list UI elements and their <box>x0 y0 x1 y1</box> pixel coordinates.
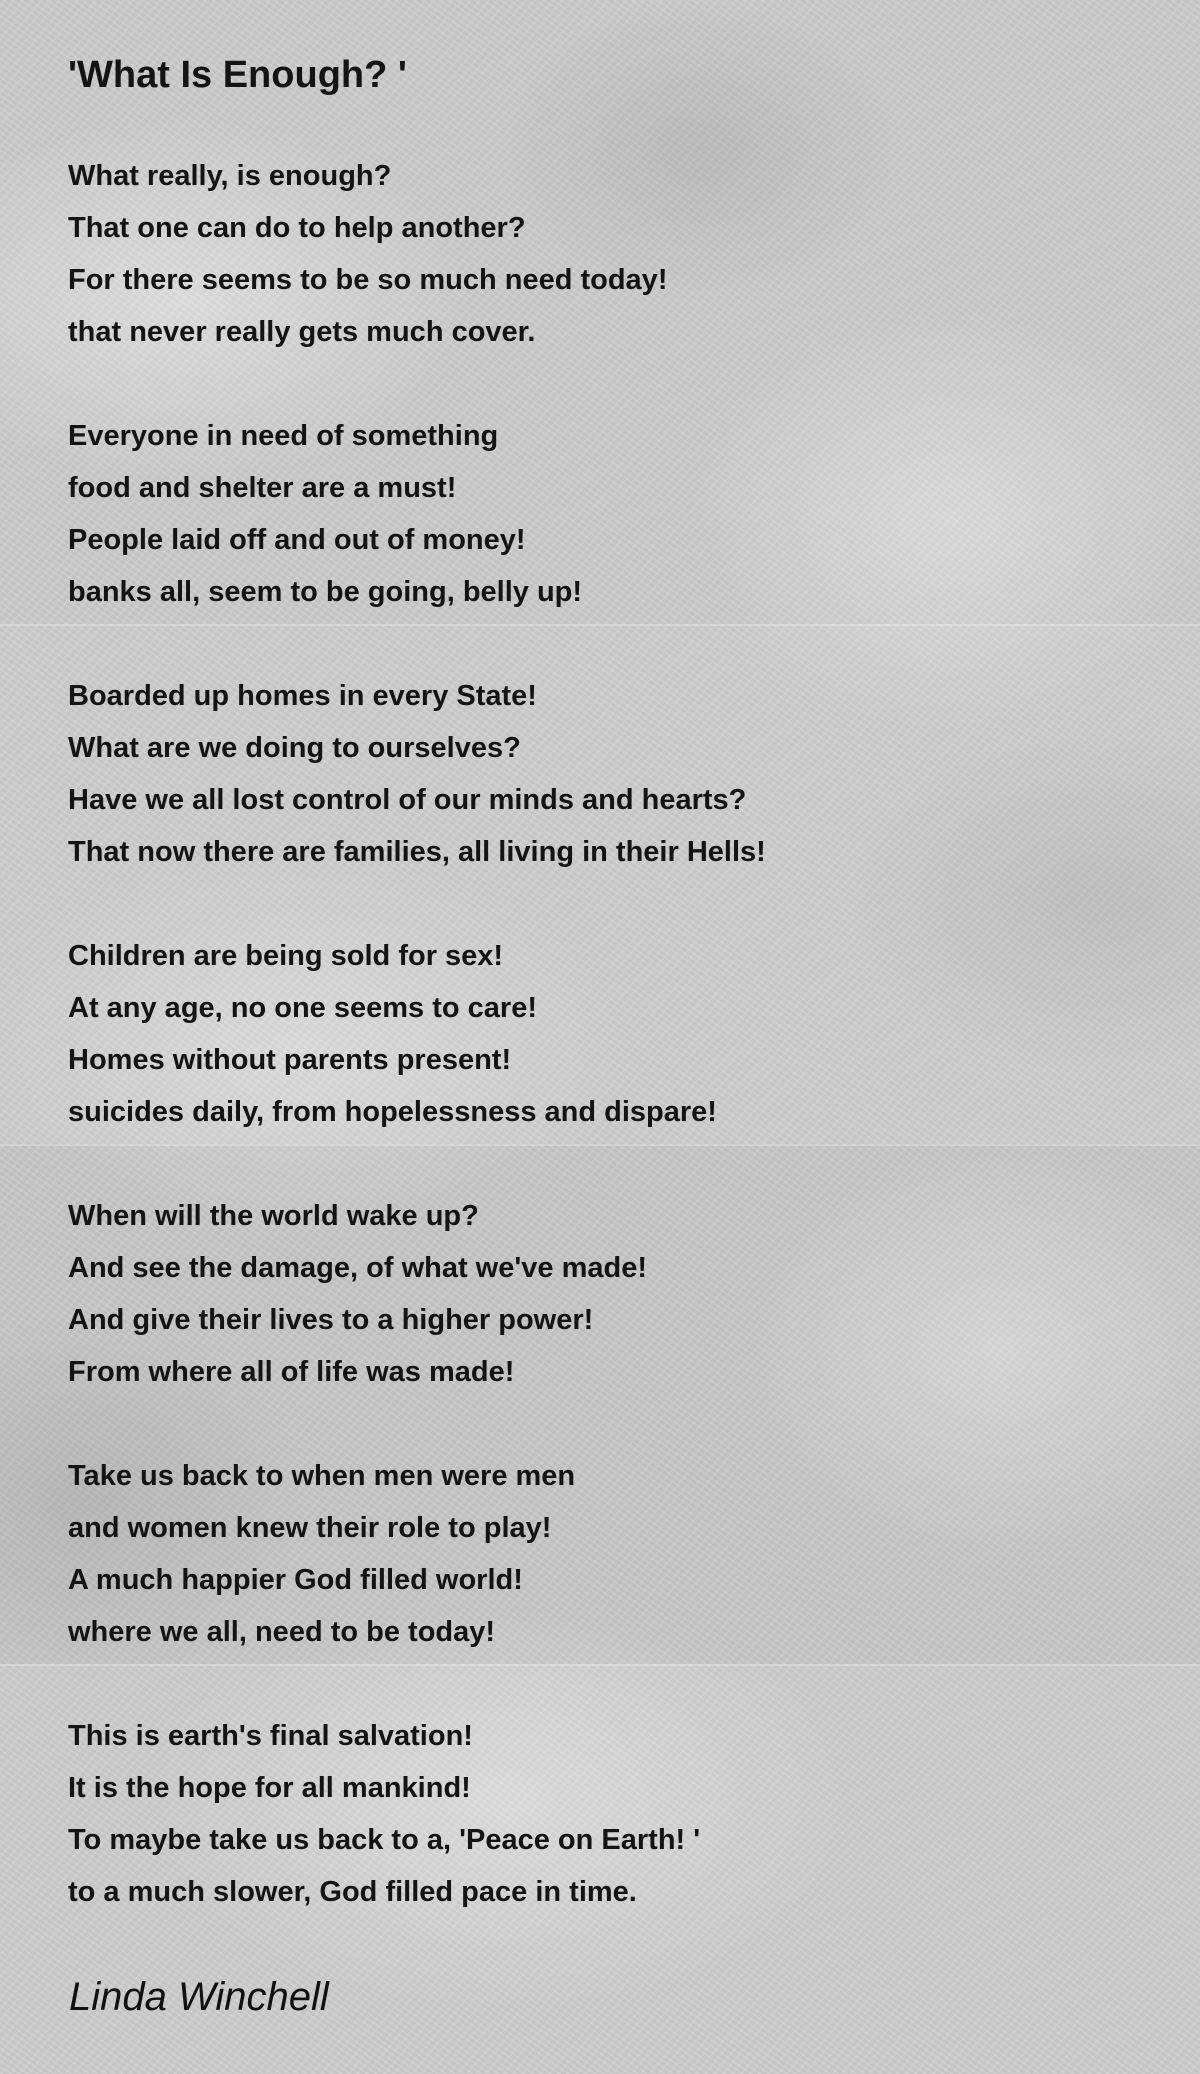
poem-line: Everyone in need of something <box>68 420 499 452</box>
poem-line: And see the damage, of what we've made! <box>68 1252 647 1284</box>
poem-line: This is earth's final salvation! <box>68 1720 473 1752</box>
poem-title: 'What Is Enough? ' <box>68 54 407 96</box>
poem-line: food and shelter are a must! <box>68 472 457 504</box>
poem-stanza <box>68 150 1168 358</box>
poem-line: and women knew their role to play! <box>68 1512 552 1544</box>
poem-line: Homes without parents present! <box>68 1044 512 1076</box>
poem-line: It is the hope for all mankind! <box>68 1772 471 1804</box>
poem-line: What are we doing to ourselves? <box>68 732 521 764</box>
poem-line: where we all, need to be today! <box>68 1616 496 1648</box>
poem-line: From where all of life was made! <box>68 1356 515 1388</box>
poem-line: And give their lives to a higher power! <box>68 1304 594 1336</box>
poem-stanza <box>68 1190 1168 1398</box>
poem-line: Boarded up homes in every State! <box>68 680 537 712</box>
poem-line: Children are being sold for sex! <box>68 940 504 972</box>
poem-line: That one can do to help another? <box>68 212 526 244</box>
poem-line: That now there are families, all living in their Hells! <box>68 836 766 868</box>
poem-stanza <box>68 930 1168 1138</box>
poem-line: that never really gets much cover. <box>68 316 536 348</box>
poem-line: People laid off and out of money! <box>68 524 526 556</box>
poem-stanza <box>68 1450 1168 1658</box>
poem-stanza <box>68 670 1168 878</box>
poem-line: At any age, no one seems to care! <box>68 992 537 1024</box>
poem-line: banks all, seem to be going, belly up! <box>68 576 583 608</box>
poem-stanza <box>68 410 1168 618</box>
poem-line: To maybe take us back to a, 'Peace on Earth! ' <box>68 1824 701 1856</box>
poem-line: Have we all lost control of our minds and hearts? <box>68 784 747 816</box>
poem-line: What really, is enough? <box>68 160 392 192</box>
poem-stanza <box>68 1710 1168 1918</box>
poem-line: When will the world wake up? <box>68 1200 479 1232</box>
poem-line: suicides daily, from hopelessness and dispare! <box>68 1096 717 1128</box>
poem-body <box>68 150 1168 1970</box>
poem-line: Take us back to when men were men <box>68 1460 576 1492</box>
poem-line: For there seems to be so much need today! <box>68 264 668 296</box>
poem-line: to a much slower, God filled pace in time. <box>68 1876 637 1908</box>
poem-line: A much happier God filled world! <box>68 1564 523 1596</box>
poem-author: Linda Winchell <box>69 1975 329 2019</box>
